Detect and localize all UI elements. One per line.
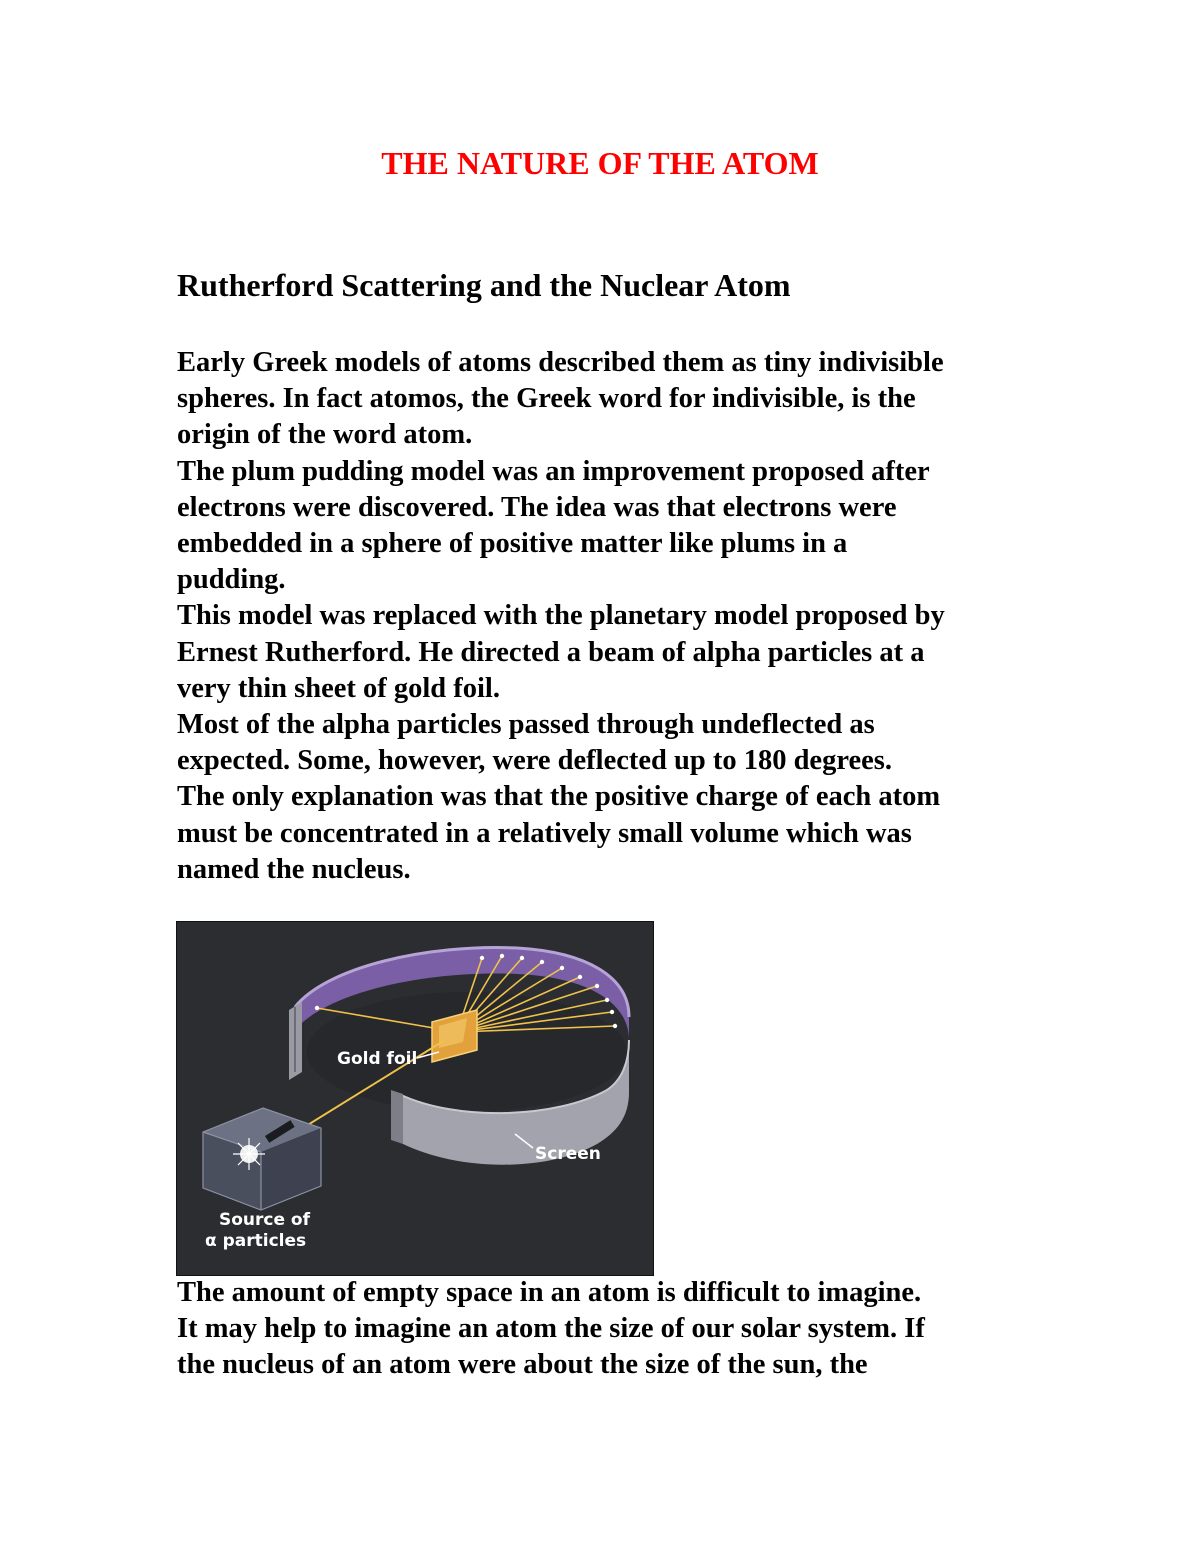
text-line: spheres. In fact atomos, the Greek word for indivisible, is the (177, 383, 916, 415)
text-line: The only explanation was that the positive charge of each atom (177, 781, 941, 813)
text-line: Ernest Rutherford. He directed a beam of alpha particles at a (177, 636, 925, 668)
text-line: embedded in a sphere of positive matter like plums in a (177, 528, 848, 560)
text-line: the nucleus of an atom were about the size of the sun, the (177, 1349, 868, 1381)
text-line: expected. Some, however, were deflected up to 180 degrees. (177, 745, 892, 777)
source-label-line1: Source of (219, 1210, 311, 1230)
section-heading: Rutherford Scattering and the Nuclear Atom (177, 267, 791, 303)
alpha-source-box (203, 1108, 321, 1210)
text-line: very thin sheet of gold foil. (177, 672, 500, 704)
text-line: must be concentrated in a relatively small volume which was (177, 817, 912, 849)
text-line: origin of the word atom. (177, 419, 473, 451)
text-line: electrons were discovered. The idea was that electrons were (177, 491, 897, 523)
text-line: named the nucleus. (177, 853, 411, 885)
text-line: Early Greek models of atoms described them as tiny indivisible (177, 347, 944, 378)
text-line: This model was replaced with the planetary model proposed by (177, 600, 945, 632)
screen-label: Screen (535, 1144, 601, 1164)
gold-foil-label: Gold foil (337, 1049, 418, 1069)
page-title: THE NATURE OF THE ATOM (381, 145, 819, 181)
text-line: Most of the alpha particles passed through undeflected as (177, 709, 875, 741)
source-label-line2: α particles (205, 1231, 307, 1251)
text-line: The amount of empty space in an atom is difficult to imagine. (177, 1277, 922, 1308)
text-line: It may help to imagine an atom the size of our solar system. If (177, 1313, 925, 1345)
body-paragraph-2 (177, 1275, 1077, 1384)
text-line: The plum pudding model was an improvement proposed after (177, 455, 930, 487)
rutherford-diagram (177, 922, 653, 1275)
text-line: pudding. (177, 564, 286, 596)
rutherford-experiment-figure (176, 921, 654, 1276)
body-paragraph-1 (177, 345, 1077, 888)
screen-front-end (391, 1090, 403, 1144)
